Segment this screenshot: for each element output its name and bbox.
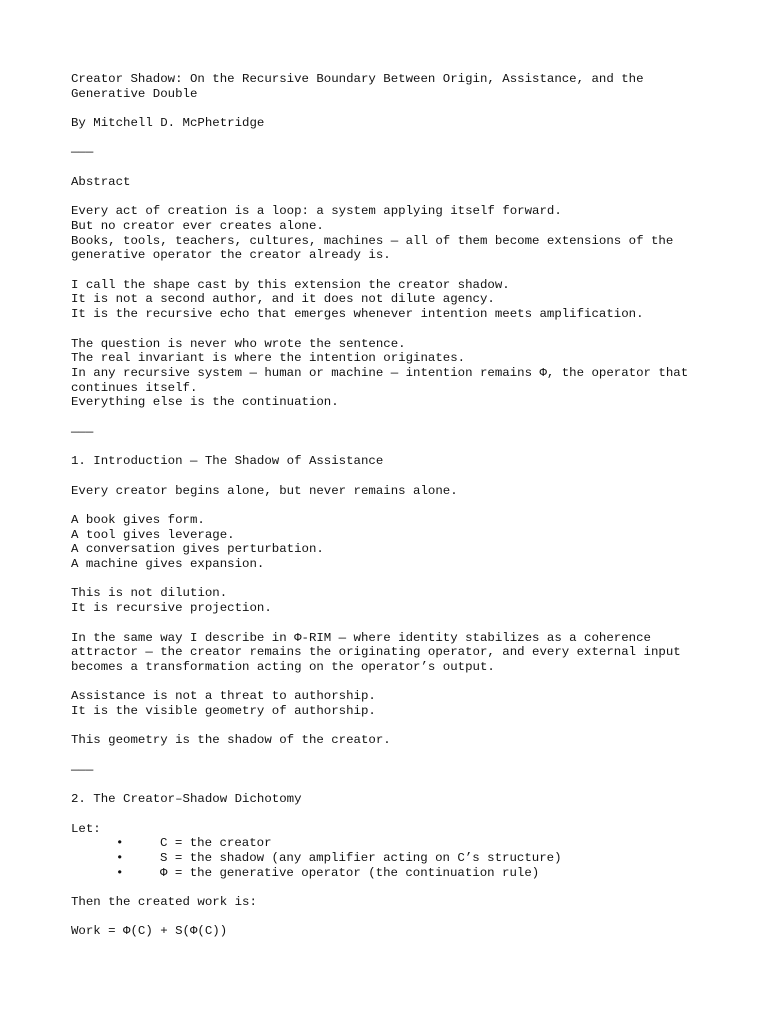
definition-list (71, 836, 698, 880)
bullet-icon: • (116, 865, 124, 880)
list-item-text: C = the creator (160, 836, 272, 851)
body-line: It is recursive projection. (71, 601, 272, 616)
bullet-icon: • (116, 836, 124, 851)
formula: Work = Φ(C) + S(Φ(C)) (71, 924, 228, 939)
list-item-text: S = the shadow (any amplifier acting on C’s structure) (160, 851, 562, 865)
list-item-text: Φ = the generative operator (the continuation rule) (160, 865, 540, 880)
section-divider: ——— (71, 145, 94, 160)
document-title: Creator Shadow: On the Recursive Boundary Between Origin, Assistance, and the Generative Double (71, 72, 651, 101)
abstract-line: It is not a second author, and it does not dilute agency. (71, 292, 495, 307)
body-line: Let: (71, 821, 101, 836)
abstract-line: But no creator ever creates alone. (71, 218, 324, 233)
section-divider: ——— (71, 762, 94, 777)
abstract-line: Every act of creation is a loop: a system applying itself forward. (71, 204, 562, 219)
bullet-icon: • (116, 851, 124, 865)
body-line: It is the visible geometry of authorship. (71, 704, 376, 719)
body-line: A book gives form. (71, 512, 205, 527)
byline: By Mitchell D. McPhetridge (71, 116, 265, 131)
body-paragraph: In the same way I describe in Φ-RIM — where identity stabilizes as a coherence attractor — the creator remains the originating operator, and every external input becomes a transformation acting on the operator’s output. (71, 630, 689, 674)
body-line: This geometry is the shadow of the creator. (71, 733, 391, 748)
body-line: A conversation gives perturbation. (71, 542, 324, 557)
abstract-line: I call the shape cast by this extension the creator shadow. (71, 277, 510, 292)
abstract-line: Books, tools, teachers, cultures, machines — all of them become extensions of the generative operator the creator already is. (71, 233, 681, 263)
abstract-line: It is the recursive echo that emerges whenever intention meets amplification. (71, 307, 644, 322)
section-heading: 2. The Creator–Shadow Dichotomy (71, 792, 302, 807)
body-line: This is not dilution. (71, 586, 228, 601)
abstract-line: The question is never who wrote the sentence. (71, 336, 406, 351)
abstract-heading: Abstract (71, 174, 131, 189)
body-line: A machine gives expansion. (71, 557, 265, 572)
abstract-line: Everything else is the continuation. (71, 395, 339, 410)
section-divider: ——— (71, 424, 94, 439)
body-line: A tool gives leverage. (71, 527, 235, 542)
abstract-line: The real invariant is where the intention originates. (71, 351, 466, 366)
body-line: Assistance is not a threat to authorship. (71, 689, 376, 704)
body-line: Every creator begins alone, but never remains alone. (71, 483, 458, 498)
list-item (71, 836, 698, 851)
list-item (71, 851, 698, 866)
body-line: Then the created work is: (71, 895, 257, 910)
section-heading: 1. Introduction — The Shadow of Assistance (71, 454, 384, 469)
abstract-line: In any recursive system — human or machine — intention remains Φ, the operator that continues itself. (71, 365, 696, 395)
list-item (71, 866, 698, 881)
